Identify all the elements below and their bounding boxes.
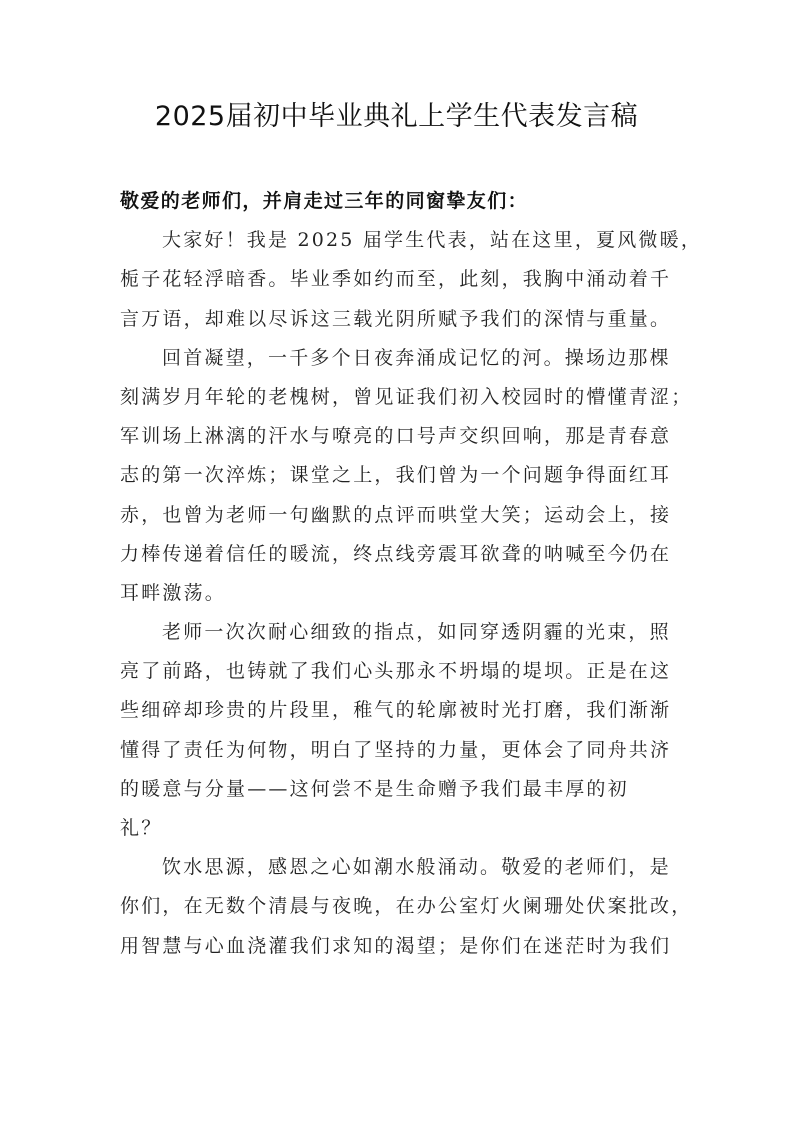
- paragraph-line: 老师一次次耐心细致的指点，如同穿透阴霾的光束，照: [162, 621, 671, 644]
- document-title: 2025届初中毕业典礼上学生代表发言稿: [154, 101, 639, 132]
- paragraph-line: 大家好！我是 2025 届学生代表，站在这里，夏风微暖，: [162, 229, 703, 252]
- paragraph-gratitude: [120, 848, 693, 966]
- paragraph-line: 用智慧与心血浇灌我们求知的渴望；是你们在迷茫时为我们: [120, 934, 672, 957]
- paragraph-line: 志的第一次淬炼；课堂之上，我们曾为一个问题争得面红耳: [120, 464, 672, 487]
- paragraph-line: 些细碎却珍贵的片段里，稚气的轮廓被时光打磨，我们渐渐: [120, 699, 672, 722]
- paragraph-greeting: [120, 221, 703, 339]
- paragraph-line: 亮了前路，也铸就了我们心头那永不坍塌的堤坝。正是在这: [120, 660, 672, 683]
- paragraph-line: 军训场上淋漓的汗水与嘹亮的口号声交织回响，那是青春意: [120, 425, 672, 448]
- paragraph-line: 耳畔激荡。: [120, 581, 227, 604]
- paragraph-line: 懂得了责任为何物，明白了坚持的力量，更体会了同舟共济: [120, 738, 672, 761]
- paragraph-line: 力棒传递着信任的暖流，终点线旁震耳欲聋的呐喊至今仍在: [120, 542, 672, 565]
- paragraph-memories: [120, 339, 693, 613]
- paragraph-line: 言万语，却难以尽诉这三载光阴所赋予我们的深情与重量。: [120, 307, 672, 330]
- paragraph-line: 饮水思源，感恩之心如潮水般涌动。敬爱的老师们，是: [162, 856, 671, 879]
- paragraph-line: 回首凝望，一千多个日夜奔涌成记忆的河。操场边那棵: [162, 346, 671, 369]
- paragraph-line: 你们，在无数个清晨与夜晚，在办公室灯火阑珊处伏案批改，: [120, 895, 693, 918]
- paragraph-line: 栀子花轻浮暗香。毕业季如约而至，此刻，我胸中涌动着千: [120, 268, 672, 291]
- salutation: 敬爱的老师们，并肩走过三年的同窗挚友们：: [120, 190, 529, 212]
- paragraph-line: 刻满岁月年轮的老槐树，曾见证我们初入校园时的懵懂青涩；: [120, 385, 693, 408]
- paragraph-growth: [120, 613, 673, 848]
- paragraph-line: 赤，也曾为老师一句幽默的点评而哄堂大笑；运动会上，接: [120, 503, 672, 526]
- document-body: [120, 182, 703, 966]
- paragraph-line: 的暖意与分量——这何尝不是生命赠予我们最丰厚的初: [120, 777, 629, 800]
- paragraph-line: 礼？: [120, 817, 163, 839]
